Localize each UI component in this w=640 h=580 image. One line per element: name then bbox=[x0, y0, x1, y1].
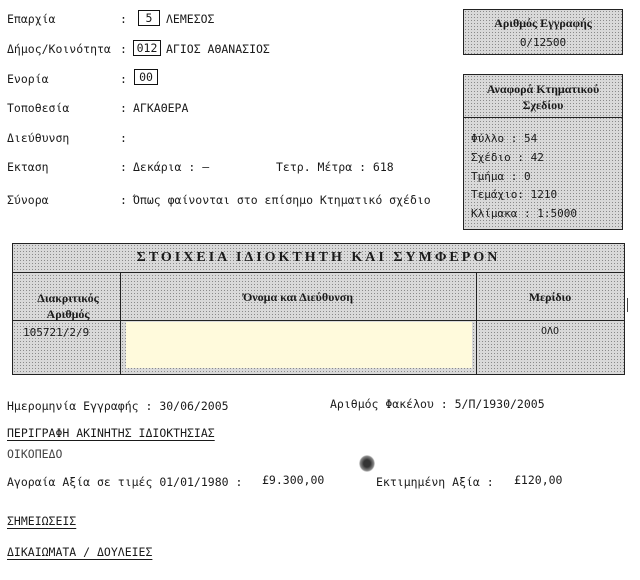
plan-item-value: : 54 bbox=[510, 132, 538, 145]
plan-item-value: : 42 bbox=[517, 151, 544, 164]
colon: : bbox=[120, 193, 127, 207]
registration-date: Ημερομηνία Εγγραφής : 30/06/2005 bbox=[7, 399, 229, 413]
topothesia-value: ΑΓΚΑΘΕΡΑ bbox=[133, 101, 189, 115]
owner-row-id: 105721/2/9 bbox=[23, 326, 90, 339]
plan-item-key: Τεμάχιο bbox=[471, 188, 518, 201]
file-number: Αριθμός Φακέλου : 5/Π/1930/2005 bbox=[330, 397, 545, 411]
colon: : bbox=[120, 160, 127, 174]
eparchia-value: ΛΕΜΕΣΟΣ bbox=[166, 12, 215, 26]
header-name: Όνομα και Διεύθυνση bbox=[242, 290, 354, 304]
synora-label: Σύνορα bbox=[7, 193, 49, 207]
plan-reference-box bbox=[463, 74, 623, 230]
registration-number-box bbox=[463, 9, 623, 55]
plan-item-key: Σχέδιο bbox=[471, 151, 511, 164]
colon: : bbox=[120, 12, 127, 26]
topothesia-label: Τοποθεσία bbox=[7, 101, 70, 115]
smudge-mark bbox=[359, 455, 375, 472]
dimos-code: 012 bbox=[133, 40, 161, 56]
colon: : bbox=[120, 101, 127, 115]
estimated-value-label: Εκτιμημένη Αξία : bbox=[376, 475, 494, 489]
owner-row-share: ΟΛΟ bbox=[540, 326, 560, 337]
colon: : bbox=[120, 72, 127, 86]
registration-number-value: 0/12500 bbox=[519, 36, 567, 49]
notes-heading: ΣΗΜΕΙΩΣΕΙΣ bbox=[7, 514, 77, 528]
table-column-divider bbox=[476, 272, 477, 374]
plan-item-key: Φύλλο bbox=[471, 132, 505, 145]
rights-heading: ΔΙΚΑΙΩΜΑΤΑ / ΔΟΥΛΕΙΕΣ bbox=[7, 545, 153, 559]
owner-row-name-redacted bbox=[126, 322, 472, 368]
colon: : bbox=[120, 42, 127, 56]
owner-table-title: ΣΤΟΙΧΕΙΑ ΙΔΙΟΚΤΗΤΗ ΚΑΙ ΣΥΜΦΕΡΟΝ bbox=[136, 250, 501, 265]
table-divider bbox=[13, 272, 624, 273]
header-share: Μερίδιο bbox=[528, 290, 572, 304]
market-value-label: Αγοραία Αξία σε τιμές 01/01/1980 : bbox=[7, 475, 243, 489]
plan-item-key: Κλίμακα bbox=[471, 207, 518, 220]
owner-table bbox=[12, 243, 625, 375]
header-id: Διακριτικός Αριθμός bbox=[37, 291, 99, 321]
ektasi-dekaria: Δεκάρια : — bbox=[133, 160, 210, 174]
enoria-code: 00 bbox=[134, 69, 158, 85]
eparchia-code: 5 bbox=[138, 10, 160, 26]
plan-item-value: : 0 bbox=[510, 170, 531, 183]
plan-item-value: : 1:5000 bbox=[523, 207, 577, 220]
plan-divider bbox=[464, 117, 622, 118]
ektasi-label: Εκταση bbox=[7, 160, 49, 174]
enoria-label: Ενορία bbox=[7, 72, 49, 86]
table-column-divider bbox=[120, 272, 121, 374]
property-type: ΟΙΚΟΠΕΔΟ bbox=[7, 447, 63, 461]
margin-mark bbox=[627, 298, 628, 312]
estimated-value: £120,00 bbox=[514, 473, 563, 487]
market-value: £9.300,00 bbox=[262, 473, 325, 487]
property-description-heading: ΠΕΡΙΓΡΑΦΗ ΑΚΙΝΗΤΗΣ ΙΔΙΟΚΤΗΣΙΑΣ bbox=[7, 426, 215, 440]
ektasi-tetr: Τετρ. Μέτρα : 618 bbox=[276, 160, 394, 174]
colon: : bbox=[120, 131, 127, 145]
plan-reference-title: Αναφορά Κτηματικού Σχεδίου bbox=[486, 82, 600, 112]
synora-value: Όπως φαίνονται στο επίσημο Κτηματικό σχέδιο bbox=[133, 193, 431, 207]
dieuthynsi-label: Διεύθυνση bbox=[7, 131, 70, 145]
dimos-value: ΑΓΙΟΣ ΑΘΑΝΑΣΙΟΣ bbox=[166, 42, 270, 56]
plan-item-value: : 1210 bbox=[517, 188, 558, 201]
registration-number-title: Αριθμός Εγγραφής bbox=[494, 16, 592, 30]
plan-item-key: Τμήμα bbox=[471, 170, 505, 183]
eparchia-label: Επαρχία bbox=[7, 12, 56, 26]
dimos-label: Δήμος/Κοινότητα bbox=[7, 42, 111, 56]
